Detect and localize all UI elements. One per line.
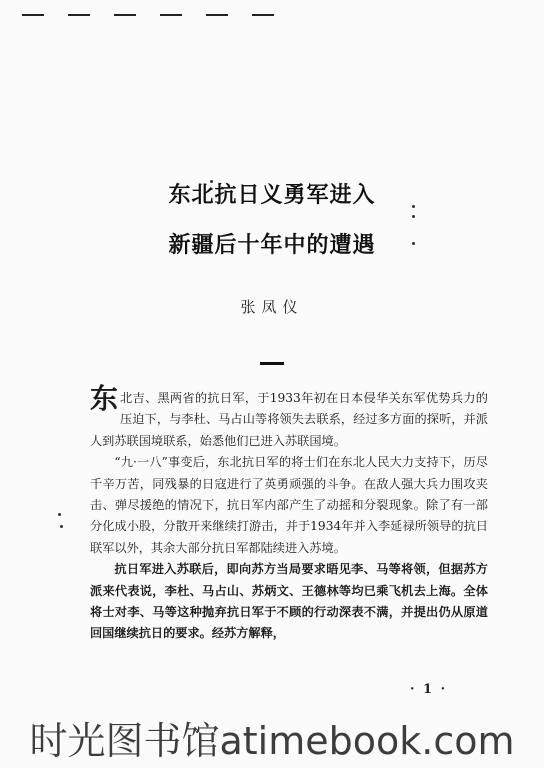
article-title-line-2: 新疆后十年中的遭遇 <box>168 233 376 258</box>
drop-cap: 东 <box>90 382 119 415</box>
paragraph-text: “九·一八”事变后，东北抗日军的将士们在东北人民大力支持下，历尽千辛万苦，同残暴的日寇进行了英勇顽强的斗争。在敌人强大兵力围攻夹击、弹尽援绝的情况下，抗日军内部产生了动摇和分裂现象。除了有一部分化成小股，分散开来继续打游击，并于1934年并入李延禄所领导的抗日联军以外，其余大部分抗日军都陆续进入苏境。 <box>90 455 488 555</box>
author-name: 张凤仪 <box>240 298 304 316</box>
paragraph <box>90 382 488 452</box>
article-title-line-1: 东北抗日义勇军进入 <box>168 183 376 208</box>
section-number <box>0 362 544 365</box>
paragraph <box>90 452 488 559</box>
scan-speck <box>60 525 63 528</box>
watermark: 时光图书馆atimebook.com <box>29 718 515 763</box>
paragraph-text: 北吉、黑两省的抗日军，于1933年初在日本侵华关东军优势兵力的压迫下，与李杜、马占山等将领失去联系，经过多方面的探听，并派人到苏联国境联系，始悉他们已进入苏联国境。 <box>90 391 488 448</box>
article-body <box>90 382 488 645</box>
scan-speck <box>412 215 415 218</box>
section-number-mark <box>260 362 284 365</box>
header-rule <box>22 14 274 16</box>
paragraph-text: 抗日军进入苏联后，即向苏方当局要求晤见李、马等将领，但据苏方派来代表说，李杜、马占山、苏炳文、王德林等均已乘飞机去上海。全体将士对李、马等这种抛弃抗日军于不顾的行动深表不满，并提出仍从原道回国继续抗日的要求。经苏方解释， <box>90 562 488 641</box>
page-number: · 1 · <box>410 682 448 697</box>
paragraph <box>90 559 488 645</box>
scan-speck <box>58 513 61 516</box>
